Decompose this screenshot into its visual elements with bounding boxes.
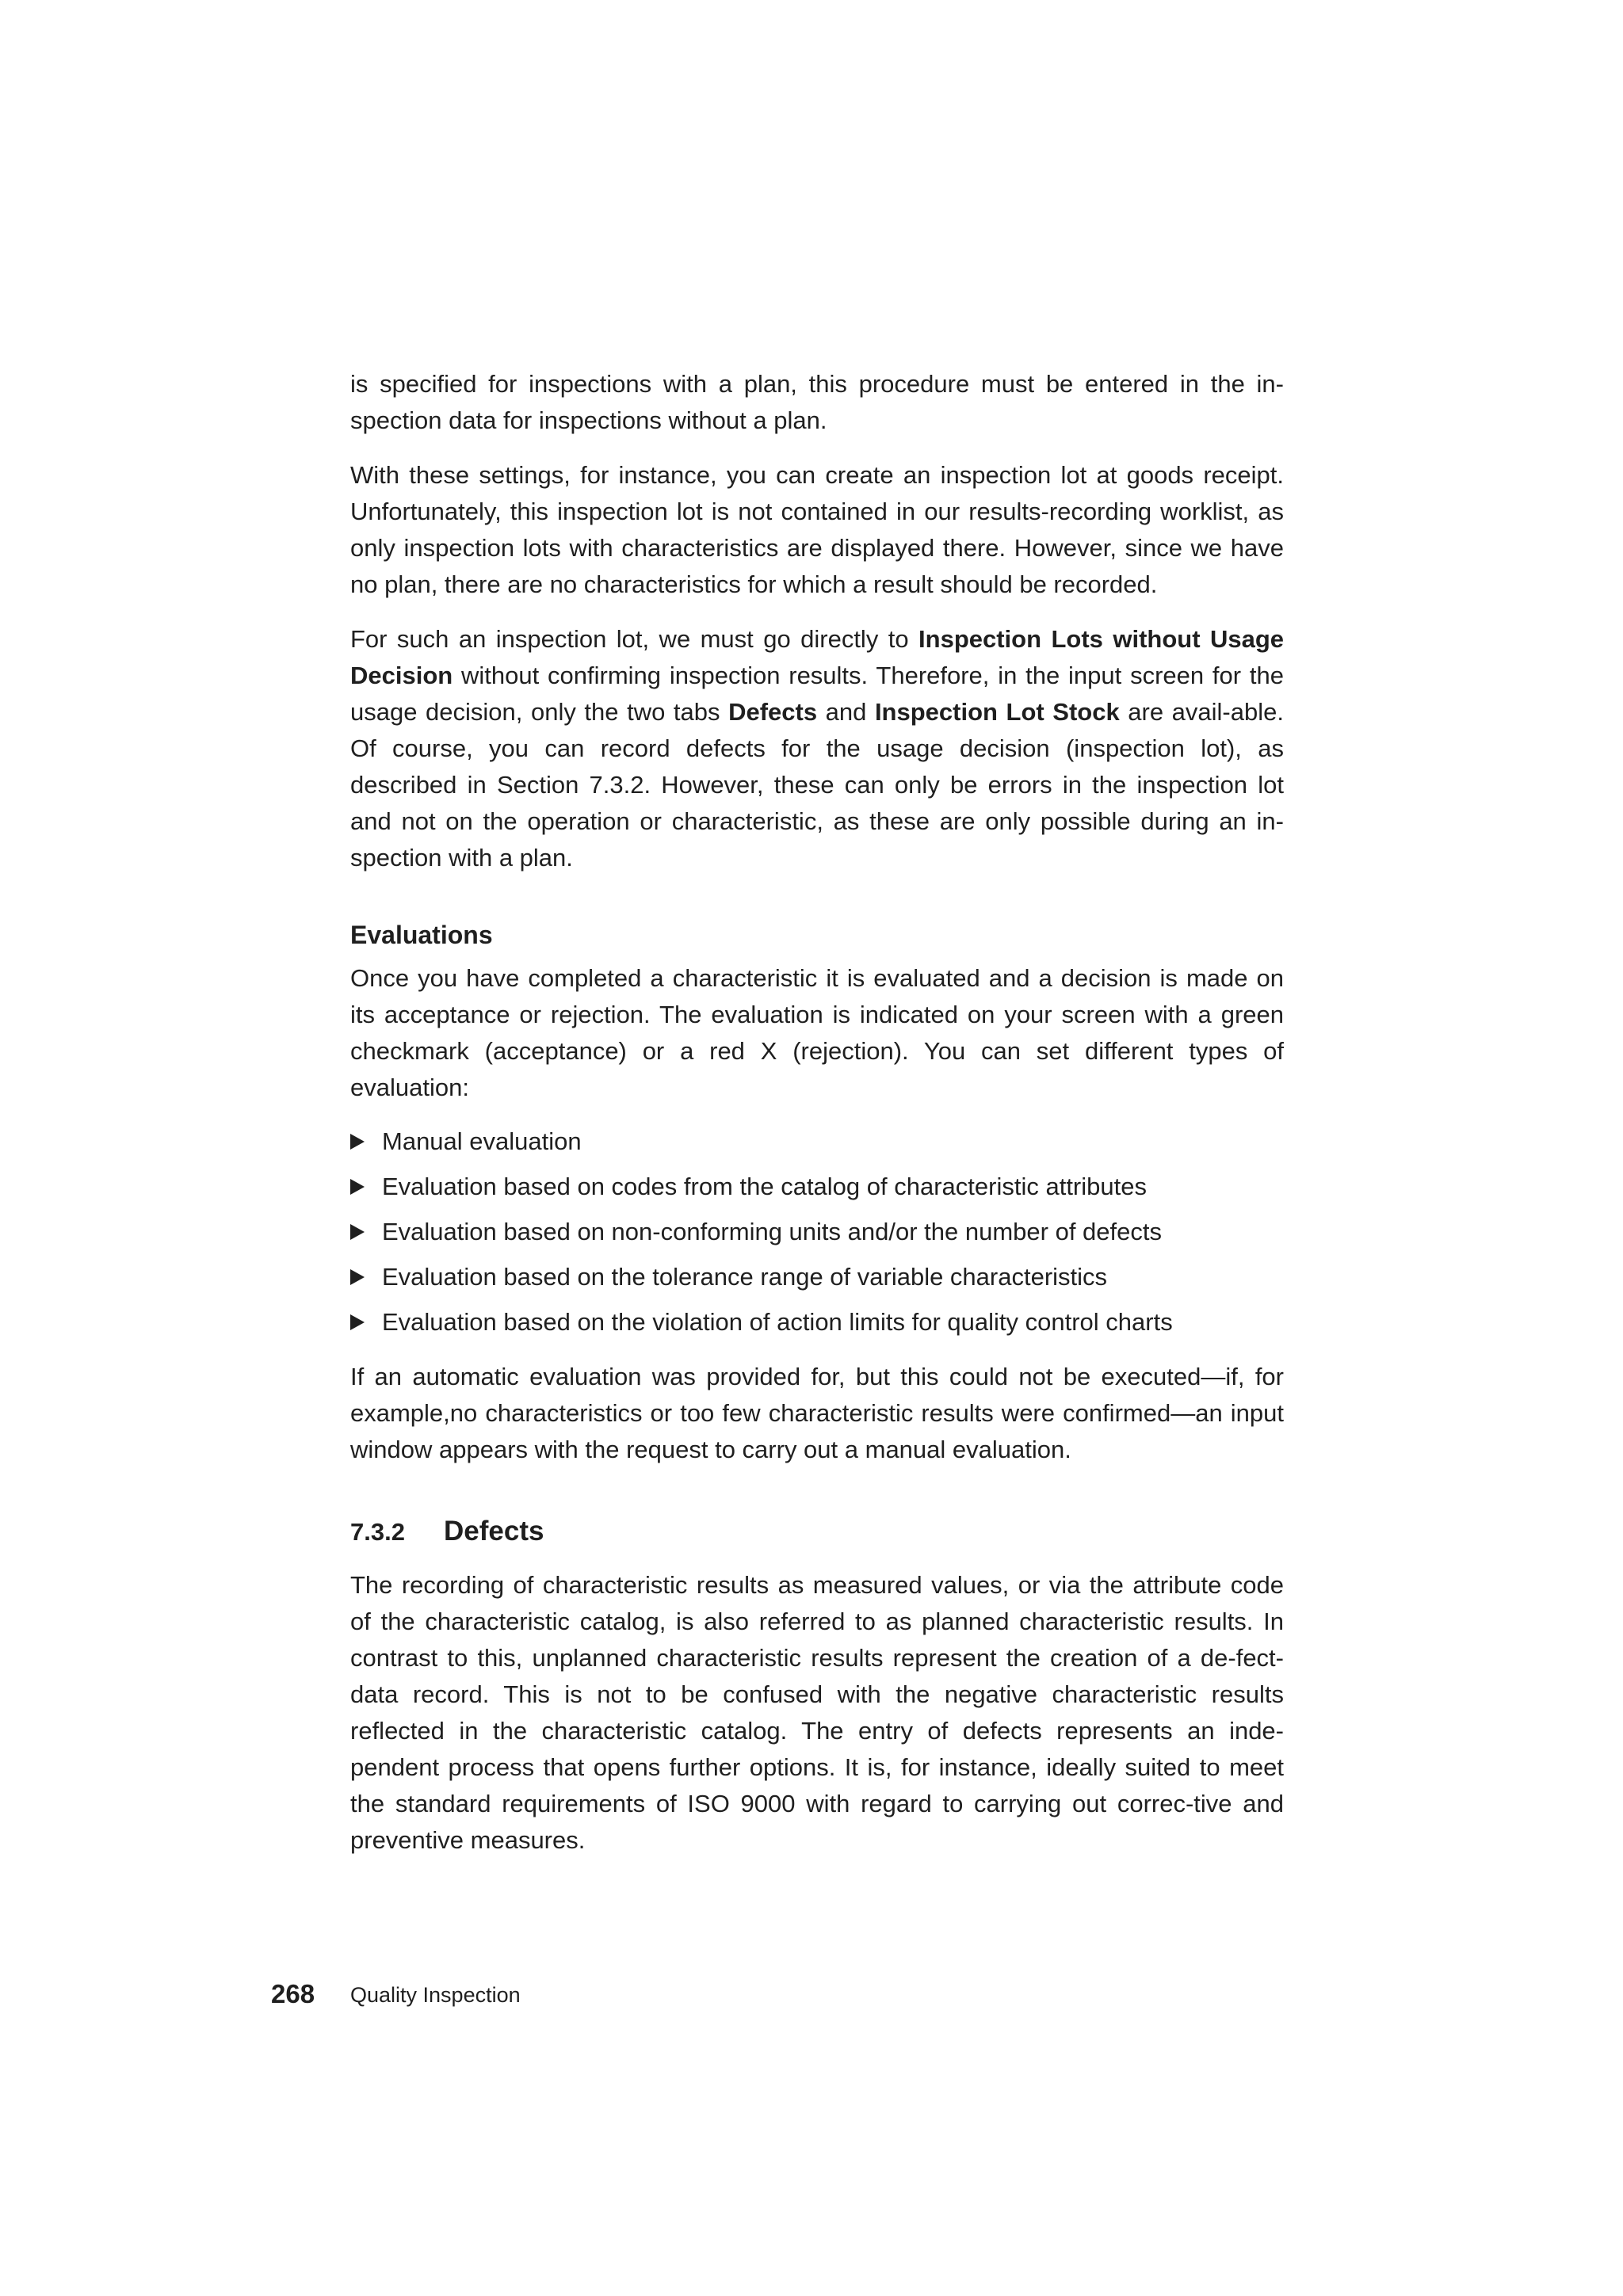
bold-term-defects: Defects [728, 698, 818, 726]
text-run: are avail-able. Of course, you can record defects for the usage decision (inspection lot), as described in Section 7.3.2. However, these can only be errors in the inspection lot and not on the operation or characteristic, as these are only possible during an in-spection with a plan. [350, 698, 1284, 871]
evaluation-types-list [350, 1123, 1284, 1341]
list-item-text: Manual evaluation [382, 1127, 582, 1155]
list-item [350, 1304, 1284, 1341]
list-item-text: Evaluation based on the violation of action limits for quality control charts [382, 1308, 1173, 1336]
paragraph-settings: With these settings, for instance, you can create an inspection lot at goods receipt. Unfortunately, this inspection lot is not contained in our results-recording worklist, as only inspection lots with characteristics are displayed there. However, since we have no plan, there are no characteristics for which a result should be recorded. [350, 461, 1284, 598]
running-footer-chapter: Quality Inspection [350, 1983, 521, 2007]
list-item-text: Evaluation based on non-conforming units and/or the number of defects [382, 1218, 1163, 1245]
section-title: Defects [444, 1516, 544, 1547]
page-number: 268 [271, 1979, 315, 2008]
list-item-text: Evaluation based on codes from the catalog of characteristic attributes [382, 1173, 1147, 1200]
list-item [350, 1169, 1284, 1205]
section-heading [350, 1512, 1284, 1551]
evaluations-heading: Evaluations [350, 921, 493, 949]
evaluations-outro: If an automatic evaluation was provided for, but this could not be executed—if, for example,no characteristics or too few characteristic results were confirmed—an input window appears with the request to carry out a manual evaluation. [350, 1363, 1284, 1463]
paragraph-inspection-lot [350, 621, 1284, 876]
section-number: 7.3.2 [350, 1518, 405, 1546]
text-run: without confirming inspection results. Therefore, in the input screen for the usage decision, only the two tabs [350, 662, 1284, 726]
list-item [350, 1123, 1284, 1160]
bullet-triangle-icon [350, 1314, 365, 1330]
page-footer [271, 1974, 984, 2014]
evaluations-intro: Once you have completed a characteristic it is evaluated and a decision is made on its acceptance or rejection. The evaluation is indicated on your screen with a green checkmark (acceptance) or a red X (rejection). You can set different types of evaluation: [350, 964, 1284, 1101]
section-body: The recording of characteristic results as measured values, or via the attribute code of the characteristic catalog, is also referred to as planned characteristic results. In contrast to this, unplanned characteristic results represent the creation of a de-fect-data record. This is not to be confused with the negative characteristic results reflected in the characteristic catalog. The entry of defects represents an inde-pendent process that opens further options. It is, for instance, ideally suited to meet the standard requirements of ISO 9000 with regard to carrying out correc-tive and preventive measures. [350, 1571, 1284, 1854]
bold-term-inspection-lot-stock: Inspection Lot Stock [874, 698, 1120, 726]
bullet-triangle-icon [350, 1224, 365, 1240]
list-item-text: Evaluation based on the tolerance range of variable characteristics [382, 1263, 1108, 1291]
bullet-triangle-icon [350, 1179, 365, 1195]
page-content [350, 366, 1284, 1859]
paragraph-continuation: is specified for inspections with a plan, this procedure must be entered in the in-spection data for inspections without a plan. [350, 370, 1284, 434]
list-item [350, 1214, 1284, 1250]
list-item [350, 1259, 1284, 1295]
text-run: For such an inspection lot, we must go directly to [350, 625, 919, 653]
text-run: and [817, 698, 875, 726]
bullet-triangle-icon [350, 1134, 365, 1150]
bold-term-inspection-lots: Inspection Lots without Usage Decision [350, 625, 1284, 689]
bullet-triangle-icon [350, 1269, 365, 1285]
